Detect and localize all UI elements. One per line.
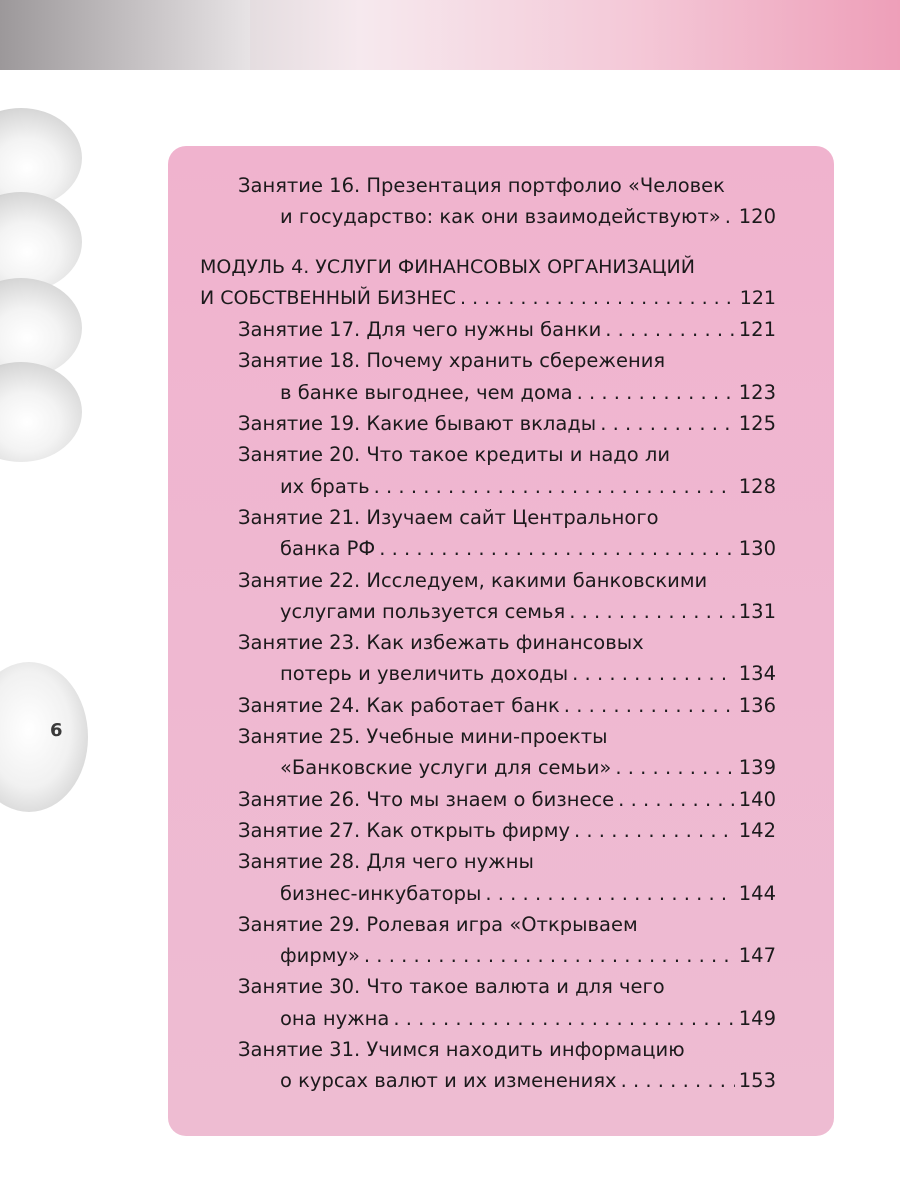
toc-entry-line [238,502,776,533]
toc-lesson-entry [200,408,776,439]
toc-entry-line [238,314,776,345]
toc-entry-line [200,283,776,314]
toc-lesson-entry [200,439,776,502]
toc-page-number: 149 [738,1006,776,1030]
toc-lesson-entry [200,815,776,846]
toc-entry-line [238,596,776,627]
toc-lesson-entry [200,170,776,233]
toc-entry-line [238,846,776,877]
toc-page-number: 123 [738,380,776,404]
toc-entry-title: их брать [280,474,370,498]
toc-page-number: 140 [738,787,776,811]
toc-entry-line [238,201,776,232]
toc-page-number: 144 [738,881,776,905]
toc-entry-line [238,721,776,752]
toc-dot-leader [374,471,735,502]
toc-page-number: 142 [738,818,776,842]
toc-lesson-entry [200,1034,776,1097]
toc-entry-title: «Банковские услуги для семьи» [280,756,612,780]
toc-dot-leader [605,314,735,345]
toc-entry-title: Занятие 31. Учимся находить информацию [238,1038,685,1062]
binder-hole [0,192,82,292]
toc-entry-line [238,878,776,909]
page-number: 6 [50,720,63,741]
toc-dot-leader [572,658,735,689]
toc-entry-title: Занятие 29. Ролевая игра «Открываем [238,912,638,936]
toc-page-number: 136 [738,693,776,717]
toc-entry-title: Занятие 20. Что такое кредиты и надо ли [238,443,671,467]
toc-entry-title: Занятие 21. Изучаем сайт Центрального [238,505,659,529]
toc-page-number: 125 [738,412,776,436]
toc-entry-title: Занятие 18. Почему хранить сбережения [238,349,666,373]
toc-lesson-entry [200,627,776,690]
toc-entry-line [238,345,776,376]
toc-entry-title: Занятие 24. Как работает банк [238,693,560,717]
toc-entry-title: о курсах валют и их изменениях [280,1069,617,1093]
toc-dot-leader [574,815,735,846]
binder-hole-large [0,662,88,812]
toc-page-number: 120 [738,205,776,229]
toc-dot-leader [393,1003,734,1034]
toc-entry-line [238,1065,776,1096]
toc-entry-title: банка РФ [280,537,376,561]
toc-dot-leader [460,283,736,314]
toc-page-number: 130 [738,537,776,561]
toc-entry-title: она нужна [280,1006,390,1030]
binder-hole [0,362,82,462]
toc-lesson-entry [200,565,776,628]
toc-entry-line [238,1034,776,1065]
toc-entry-title: Занятие 27. Как открыть фирму [238,818,571,842]
toc-dot-leader [618,784,735,815]
toc-entry-title: Занятие 23. Как избежать финансовых [238,631,644,655]
toc-entry-line [238,752,776,783]
toc-dot-leader [621,1065,735,1096]
toc-entry-line [238,170,776,201]
toc-entry-line [238,1003,776,1034]
toc-entry-line [238,971,776,1002]
toc-page-number: 134 [738,662,776,686]
toc-entry-title: фирму» [280,944,360,968]
toc-entry-title: бизнес-инкубаторы [280,881,482,905]
toc-page-number: 121 [739,286,776,309]
toc-entry-title: И СОБСТВЕННЫЙ БИЗНЕС [200,286,456,309]
toc-lesson-entry [200,502,776,565]
toc-page-number: 153 [738,1069,776,1093]
toc-dot-leader [600,408,735,439]
toc-entry-line [238,627,776,658]
toc-dot-leader [569,596,735,627]
toc-entry-line [238,377,776,408]
top-color-band [0,0,900,70]
toc-entry-title: Занятие 17. Для чего нужны банки [238,318,602,342]
toc-dot-leader [725,201,735,232]
toc-lesson-entry [200,846,776,909]
toc-entry-line [238,815,776,846]
toc-entry-line [238,533,776,564]
toc-entry-title: Занятие 16. Презентация портфолио «Человек [238,174,725,197]
toc-dot-leader [379,533,735,564]
toc-dot-leader [364,940,735,971]
toc-entry-title: Занятие 19. Какие бывают вклады [238,412,597,436]
toc-entry-title: Занятие 22. Исследуем, какими банковскими [238,568,708,592]
toc-page-number: 121 [738,318,776,342]
toc-dot-leader [577,377,735,408]
toc-lesson-entry [200,721,776,784]
toc-page-number: 139 [738,756,776,780]
toc-entry-title: услугами пользуется семья [280,599,566,623]
toc-entry-line [238,940,776,971]
toc-entry-line [238,658,776,689]
toc-entry-title: в банке выгоднее, чем дома [280,380,573,404]
toc-lesson-entry [200,314,776,345]
toc-entry-line [200,252,776,283]
toc-entry-line [238,408,776,439]
toc-entry-line [238,909,776,940]
toc-entry-title: МОДУЛЬ 4. УСЛУГИ ФИНАНСОВЫХ ОРГАНИЗАЦИЙ [200,255,695,278]
top-grey-segment [0,0,250,70]
toc-module-entry [200,233,776,315]
toc-lesson-entry [200,345,776,408]
toc-entry-line [238,784,776,815]
toc-page-number: 128 [738,474,776,498]
toc-entry-title: Занятие 30. Что такое валюта и для чего [238,975,665,999]
table-of-contents [200,170,776,1097]
toc-entry-line [238,690,776,721]
toc-lesson-entry [200,971,776,1034]
toc-dot-leader [485,878,734,909]
toc-page-number: 131 [738,599,776,623]
toc-lesson-entry [200,909,776,972]
toc-entry-line [238,471,776,502]
toc-entry-title: Занятие 25. Учебные мини-проекты [238,725,608,749]
toc-entry-title: Занятие 26. Что мы знаем о бизнесе [238,787,615,811]
toc-lesson-entry [200,784,776,815]
toc-entry-line [238,565,776,596]
toc-entry-line [238,439,776,470]
toc-entry-title: потерь и увеличить доходы [280,662,569,686]
toc-dot-leader [564,690,735,721]
toc-lesson-entry [200,690,776,721]
toc-entry-title: Занятие 28. Для чего нужны [238,850,534,874]
toc-entry-title: и государство: как они взаимодействуют» [280,205,721,229]
toc-dot-leader [615,752,734,783]
toc-page-number: 147 [738,944,776,968]
